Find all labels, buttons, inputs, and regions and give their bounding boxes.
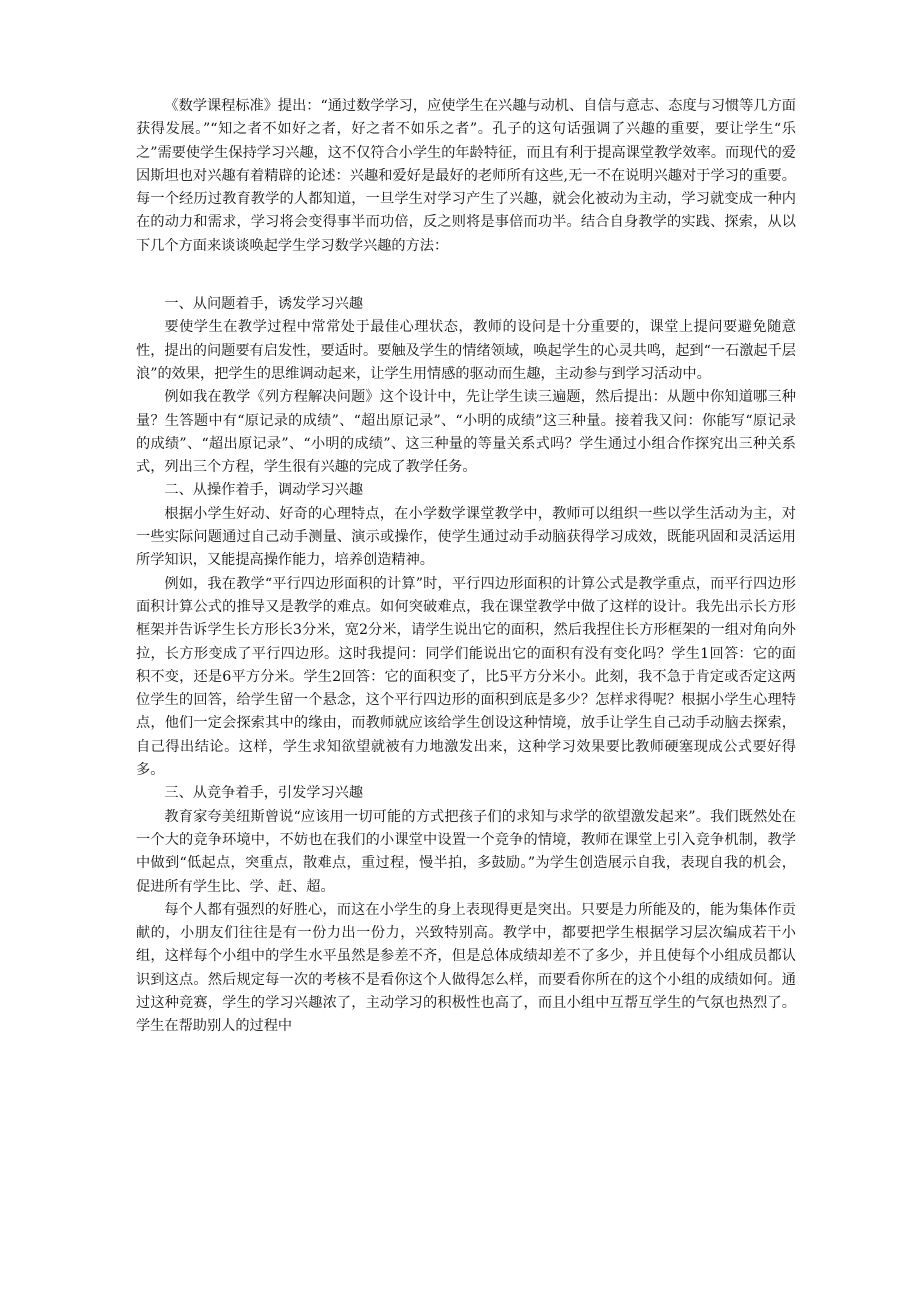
section-3-paragraph-2: 每个人都有强烈的好胜心，而这在小学生的身上表现得更是突出。只要是力所能及的，能为集体作贡献的，小朋友们往往是有一份力出一份力，兴致特别高。教学中，都要把学生根据学习层次编成若干小组，这样每个小组中的学生水平虽然是参差不齐，但是总体成绩却差不了多少，并且使每个小组成员都认识到这点。然后规定每一次的考核不是看你这个人做得怎么样，而要看你所在的这个小组的成绩如何。通过这种竞赛，学生的学习兴趣浓了，主动学习的积极性也高了，而且小组中互帮互学生的气氛也热烈了。学生在帮助别人的过程中 bbox=[136, 901, 796, 1035]
section-3-heading: 三、从竞争着手，引发学习兴趣 bbox=[164, 785, 364, 802]
section-3-paragraph-1: 教育家夸美纽斯曾说“应该用一切可能的方式把孩子们的求知与求学的欲望激发起来”。我们既然处在一个大的竞争环境中，不妨也在我们的小课堂中设置一个竞争的情境，教师在课堂上引入竞争机制，教学中做到“低起点，突重点，散难点，重过程，慢半拍，多鼓励。”为学生创造展示自我，表现自我的机会，促进所有学生比、学、赶、超。 bbox=[136, 808, 796, 895]
section-2-heading: 二、从操作着手，调动学习兴趣 bbox=[164, 482, 364, 499]
section-1-paragraph-2: 例如我在教学《列方程解决问题》这个设计中，先让学生读三遍题，然后提出：从题中你知道哪三种量？生答题中有“原记录的成绩”、“超出原记录”、“小明的成绩”这三种量。接着我又问：你能写“原记录的成绩”、“超出原记录”、“小明的成绩”、这三种量的等量关系式吗？学生通过小组合作探究出三种关系式，列出三个方程，学生很有兴趣的完成了教学任务。 bbox=[136, 389, 796, 476]
section-1-heading: 一、从问题着手，诱发学习兴趣 bbox=[164, 296, 364, 313]
intro-paragraph: 《数学课程标准》提出：“通过数学学习，应使学生在兴趣与动机、自信与意志、态度与习惯等几方面获得发展。”“知之者不如好之者，好之者不如乐之者”。孔子的这句话强调了兴趣的重要，要让学生“乐之”需要使学生保持学习兴趣，这不仅符合小学生的年龄特征，而且有利于提高课堂教学效率。而现代的爱因斯坦也对兴趣有着精辟的论述：兴趣和爱好是最好的老师所有这些,无一不在说明兴趣对于学习的重要。每一个经历过教育教学的人都知道，一旦学生对学习产生了兴趣，就会化被动为主动，学习就变成一种内在的动力和需求，学习将会变得事半而功倍，反之则将是事倍而功半。结合自身教学的实践、探索，从以下几个方面来谈谈唤起学生学习数学兴趣的方法： bbox=[136, 98, 796, 254]
section-2-paragraph-1: 根据小学生好动、好奇的心理特点，在小学数学课堂教学中，教师可以组织一些以学生活动为主，对一些实际问题通过自己动手测量、演示或操作，使学生通过动手动脑获得学习成效，既能巩固和灵活运用所学知识，又能提高操作能力，培养创造精神。 bbox=[136, 505, 796, 569]
paragraph-gap bbox=[136, 258, 796, 293]
document-page bbox=[136, 95, 796, 1039]
section-1-paragraph-1: 要使学生在教学过程中常常处于最佳心理状态，教师的设问是十分重要的，课堂上提问要避免随意性，提出的问题要有启发性，要适时。要触及学生的情绪领域，唤起学生的心灵共鸣，起到“一石激起千层浪”的效果，把学生的思维调动起来，让学生用情感的驱动而生趣，主动参与到学习活动中。 bbox=[136, 319, 796, 382]
section-2-paragraph-2: 例如，我在教学“平行四边形面积的计算”时，平行四边形面积的计算公式是教学重点，而平行四边形面积计算公式的推导又是教学的难点。如何突破难点，我在课堂教学中做了这样的设计。我先出示长方形框架并告诉学生长方形长3分米，宽2分米，请学生说出它的面积，然后我捏住长方形框架的一组对角向外拉，长方形变成了平行四边形。这时我提问：同学们能说出它的面积有没有变化吗？学生1回答：它的面积不变，还是6平方分米。学生2回答：它的面积变了，比5平方分米小。此刻，我不急于肯定或否定这两位学生的回答，给学生留一个悬念，这个平行四边形的面积到底是多少？怎样求得呢？根据小学生心理特点，他们一定会探索其中的缘由，而教师就应该给学生创设这种情境，放手让学生自己动手动脑去探索，自己得出结论。这样，学生求知欲望就被有力地激发出来，这种学习效果要比教师硬塞现成公式要好得多。 bbox=[136, 575, 796, 779]
